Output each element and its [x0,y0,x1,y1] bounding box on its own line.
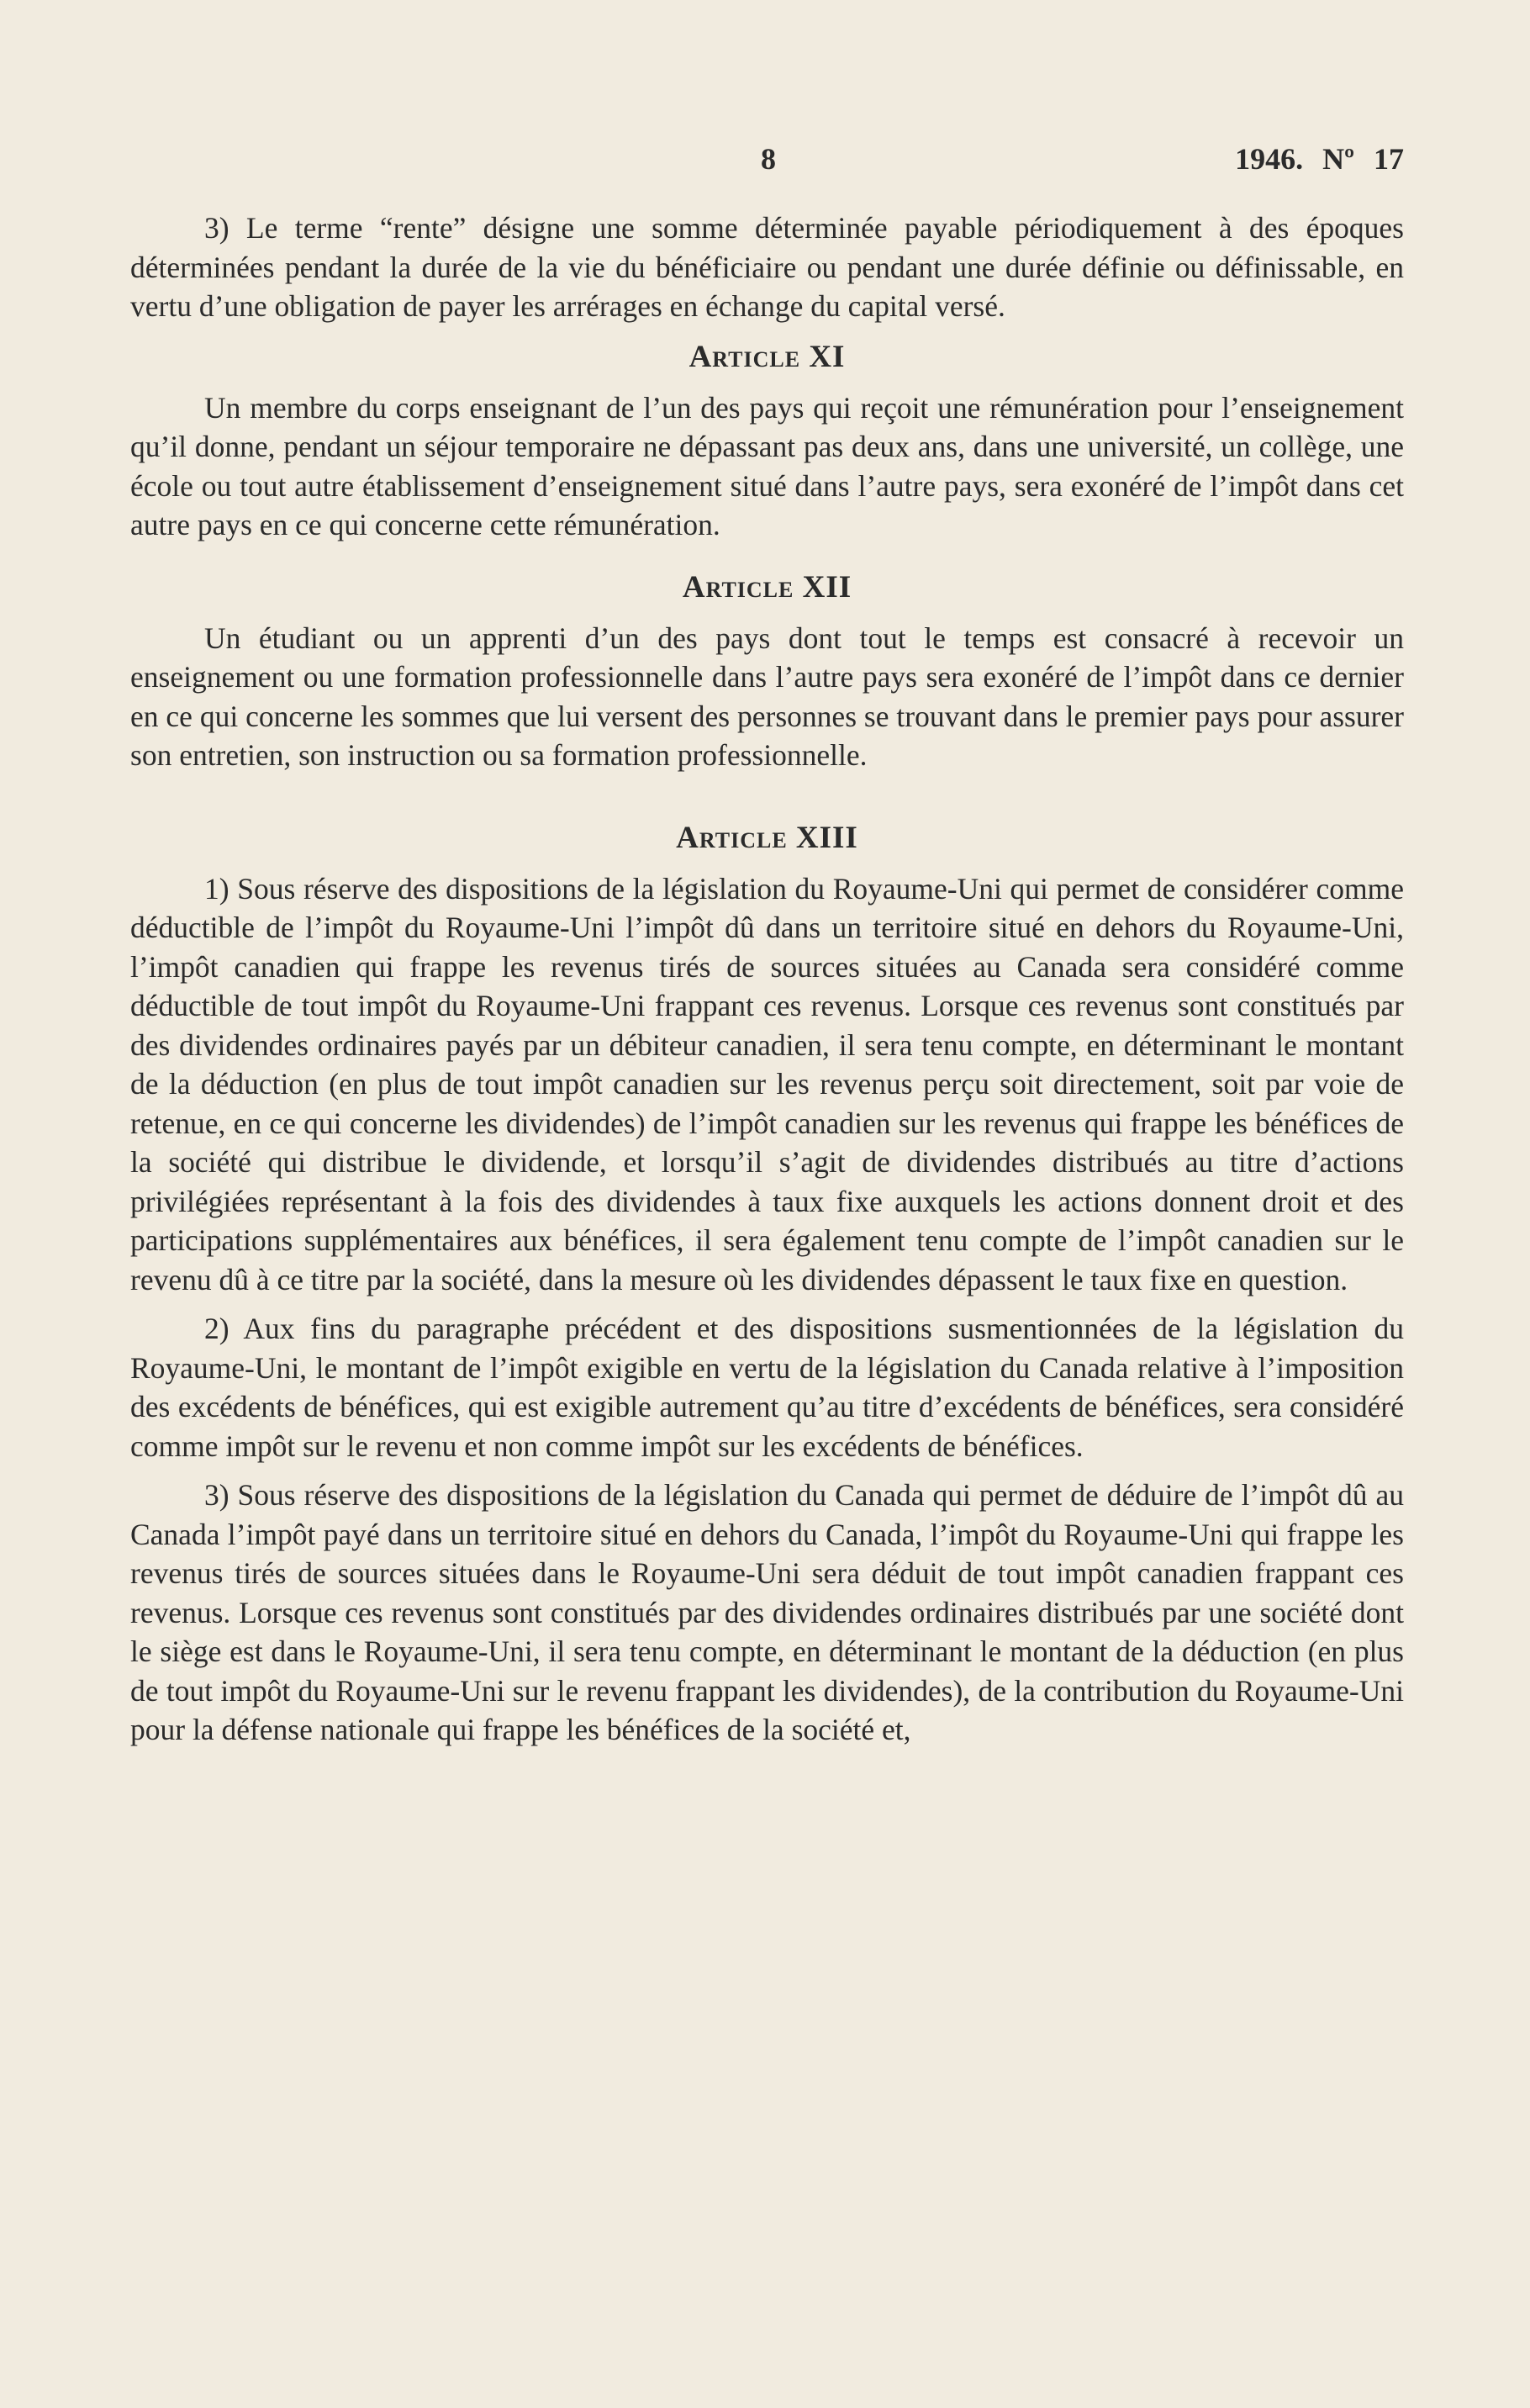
article-xiii-title: Article XIII [676,820,858,855]
article-xii-title: Article XII [682,569,852,605]
document-reference: 1946. Nº 17 [1235,142,1404,176]
article-xiii-paragraph-2: 2) Aux fins du paragraphe précédent et des dispositions susmentionnées de la législation du Royaume-Uni, le montant de l’impôt exigible en vertu de la législation du Canada relative à l’imposition des excédents de bénéfices, qui est exigible autrement qu’au titre d’excédents de bénéfices, sera considéré comme impôt sur le revenu et non comme impôt sur les excédents de bénéfices. [130,1312,1404,1463]
spacer [130,378,1404,388]
spacer [130,1299,1404,1309]
article-xi-title: Article XI [688,339,846,374]
page-header [130,141,1404,183]
spacer [130,609,1404,619]
page-number: 8 [761,142,776,176]
spacer [130,775,1404,817]
article-xiii-paragraph-3: 3) Sous réserve des dispositions de la législation du Canada qui permet de déduire de l’impôt dû au Canada l’impôt payé dans un territoire situé en dehors du Canada, l’impôt du Royaume-Uni qui frappe les revenus tirés de sources situées dans le Royaume-Uni sera déduit de tout impôt canadien frappant ces revenus. Lorsque ces revenus sont constitués par des dividendes ordinaires distribués par une société dont le siège est dans le Royaume-Uni, il sera tenu compte, en déterminant le montant de la déduction (en plus de tout impôt du Royaume-Uni sur le revenu frappant les dividendes), de la contribution du Royaume-Uni pour la défense nationale qui frappe les bénéfices de la société et, [130,1478,1404,1746]
article-xi-heading [130,336,1404,378]
article-xi-paragraph: Un membre du corps enseignant de l’un des pays qui reçoit une rémunération pour l’enseignement qu’il donne, pendant un séjour temporaire ne dépassant pas deux ans, dans une université, un collège, une école ou tout autre établissement d’enseignement situé dans l’autre pays, sera exonéré de l’impôt dans cet autre pays en ce qui concerne cette rémunération. [130,390,1404,541]
article-xii-heading [130,567,1404,609]
spacer [130,326,1404,336]
paragraph-rente-definition: 3) Le terme “rente” désigne une somme déterminée payable périodiquement à des époques déterminées pendant la durée de la vie du bénéficiaire ou pendant une durée définie ou définissable, en vertu d’une obligation de payer les arrérages en échange du capital versé. [130,211,1404,323]
spacer [130,859,1404,869]
spacer [130,545,1404,567]
article-xiii-heading [130,817,1404,859]
article-xiii-paragraph-1: 1) Sous réserve des dispositions de la législation du Royaume-Uni qui permet de considérer comme déductible de l’impôt du Royaume-Uni l’impôt dû dans un territoire situé en dehors du Royaume-Uni, l’impôt canadien qui frappe les revenus tirés de sources situées au Canada sera considéré comme déductible de tout impôt du Royaume-Uni frappant ces revenus. Lorsque ces revenus sont constitués par des dividendes ordinaires payés par un débiteur canadien, il sera tenu compte, en déterminant le montant de la déduction (en plus de tout impôt canadien sur les revenus perçu soit directement, soit par voie de retenue, en ce qui concerne les dividendes) de l’impôt canadien sur les revenus qui frappe les bénéfices de la société qui distribue le dividende, et lorsqu’il s’agit de dividendes distribués au titre d’actions privilégiées représentant à la fois des dividendes à taux fixe auxquels les actions donnent droit et des participations supplémentaires aux bénéfices, il sera également tenu compte de l’impôt canadien sur le revenu dû à ce titre par la société, dans la mesure où les dividendes dépassent le taux fixe en question. [130,871,1404,1296]
document-body [130,209,1404,1750]
article-xii-paragraph: Un étudiant ou un apprenti d’un des pays dont tout le temps est consacré à recevoir un enseignement ou une formation professionnelle dans l’autre pays sera exonéré de l’impôt dans ce dernier en ce qui concerne les sommes que lui versent des personnes se trouvant dans le premier pays pour assurer son entretien, son instruction ou sa formation professionnelle. [130,620,1404,772]
spacer [130,1465,1404,1476]
